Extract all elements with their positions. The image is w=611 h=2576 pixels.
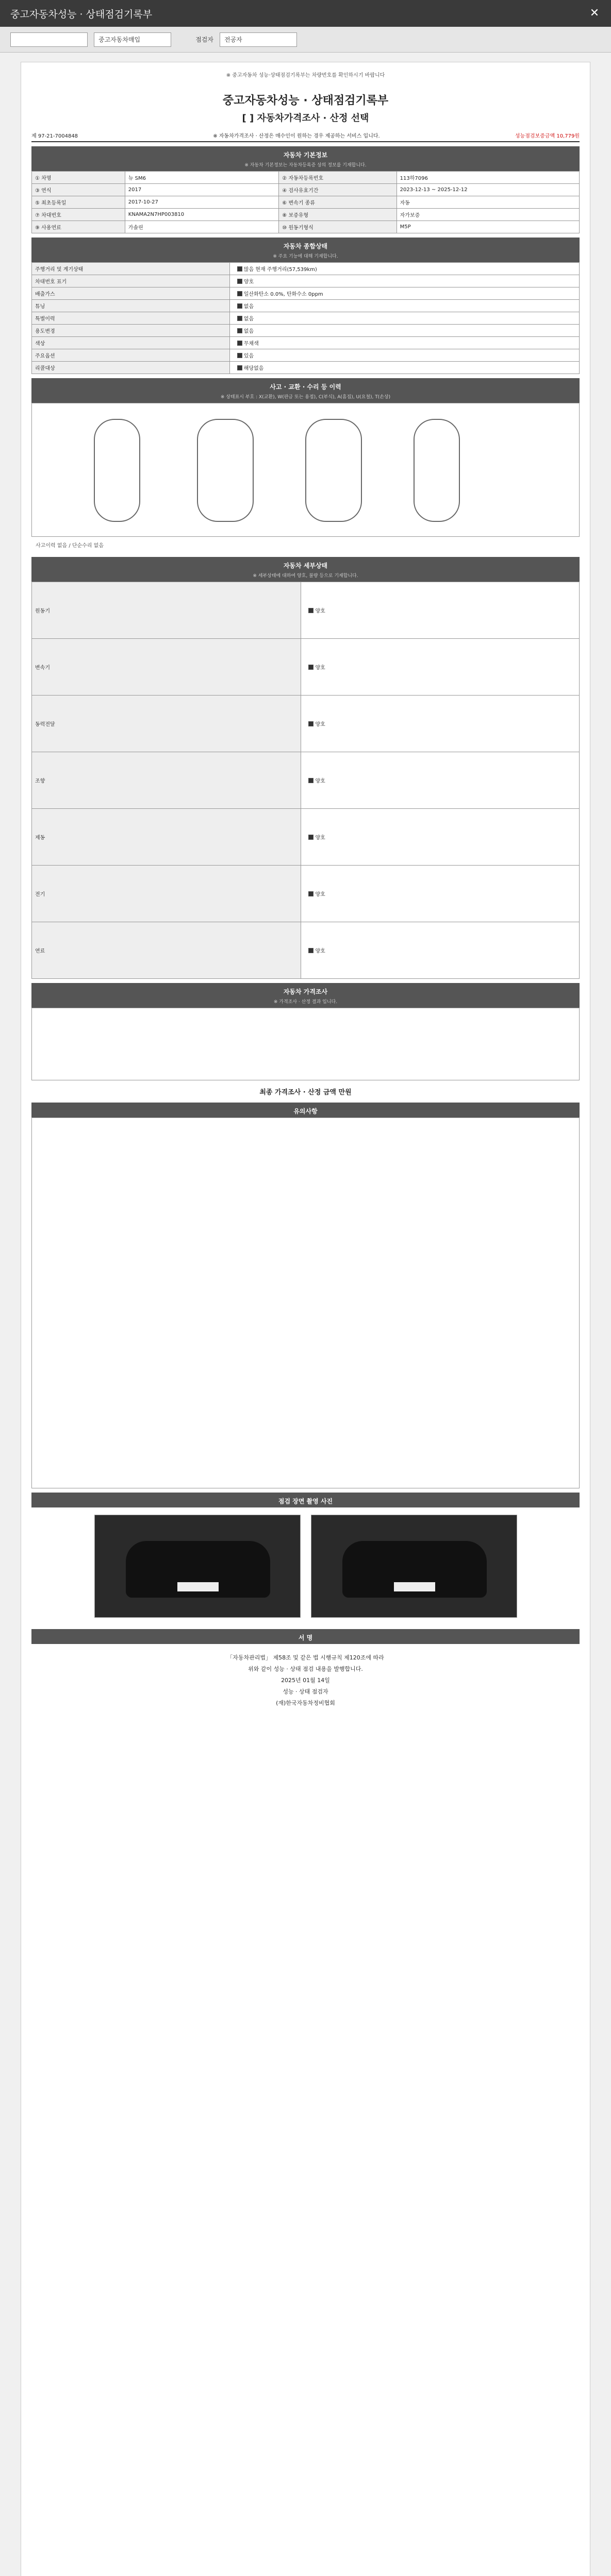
- car-bottom-view: [305, 419, 362, 522]
- basic-row: [32, 172, 580, 184]
- sign-company: (재)한국자동차정비협회: [276, 1700, 335, 1706]
- status-head: 자동차 종합상태: [31, 238, 580, 252]
- basic-key: ⑨ 사용연료: [32, 221, 125, 233]
- basic-value: 2023-12-13 ~ 2025-12-12: [397, 184, 579, 196]
- doc-title: 중고자동차성능 · 상태점검기록부: [222, 94, 389, 107]
- status-value-text: 있음: [243, 353, 254, 359]
- final-price: [31, 1087, 580, 1096]
- damage-sub: ※ 상태표시 부호 : X(교환), W(판금 또는 용접), C(부식), A(흠집), U(요철), T(손상): [31, 393, 580, 403]
- status-row: [32, 275, 580, 287]
- status-row: [32, 337, 580, 349]
- detail-key: 원동기: [32, 582, 301, 639]
- status-row: [32, 362, 580, 374]
- detail-value: [301, 752, 580, 809]
- photo-row: [31, 1507, 580, 1625]
- basic-sub: ※ 자동차 기본정보는 자동차등록증 상의 정보를 기재합니다.: [31, 161, 580, 171]
- checkbox-icon[interactable]: [237, 341, 242, 346]
- checkbox-icon[interactable]: [237, 328, 242, 333]
- detail-row: [32, 696, 580, 752]
- detail-key: 동력전달: [32, 696, 301, 752]
- detail-key: 연료: [32, 922, 301, 979]
- notice: ※ 중고자동차 성능·상태점검기록부는 차량번호를 확인하시기 바랍니다: [226, 73, 385, 78]
- checkbox-icon[interactable]: [237, 353, 242, 358]
- status-row: [32, 300, 580, 312]
- status-table: [31, 262, 580, 374]
- rear-photo: [311, 1515, 517, 1618]
- sign-head: 서 명: [31, 1629, 580, 1644]
- detail-value-text: 양호: [315, 892, 325, 897]
- status-value: [229, 325, 579, 337]
- select-1[interactable]: [10, 32, 88, 47]
- detail-value-text: 양호: [315, 778, 325, 784]
- select-label: 점검자: [195, 36, 213, 43]
- checkbox-icon[interactable]: [237, 279, 242, 284]
- status-row: [32, 287, 580, 300]
- checkbox-icon[interactable]: [237, 365, 242, 370]
- status-key: 특별이력: [32, 312, 230, 325]
- sign-line1: 「자동차관리법」 제58조 및 같은 법 시행규칙 제120조에 따라: [227, 1654, 384, 1661]
- status-row: [32, 312, 580, 325]
- basic-value: 2017-10-27: [125, 196, 279, 209]
- basic-head: 자동차 기본정보: [31, 146, 580, 161]
- guarantee-amount: 성능점검보증금액 10,779원: [515, 133, 580, 139]
- basic-key: ④ 검사유효기간: [279, 184, 397, 196]
- detail-table: [31, 582, 580, 979]
- car-left-view: [94, 419, 140, 522]
- detail-key: 조향: [32, 752, 301, 809]
- status-value: [229, 300, 579, 312]
- detail-row: [32, 582, 580, 639]
- checkbox-icon[interactable]: [237, 303, 242, 309]
- status-key: 튜닝: [32, 300, 230, 312]
- basic-key: ③ 연식: [32, 184, 125, 196]
- detail-key: 변속기: [32, 639, 301, 696]
- basic-row: [32, 221, 580, 233]
- final-price-value: 만원: [338, 1089, 352, 1096]
- basic-key: ⑤ 최초등록일: [32, 196, 125, 209]
- status-value: [229, 312, 579, 325]
- status-key: 주행거리 및 계기상태: [32, 263, 230, 275]
- detail-value: [301, 639, 580, 696]
- status-row: [32, 263, 580, 275]
- basic-key: ⑧ 보증유형: [279, 209, 397, 221]
- price-head: 자동차 가격조사: [31, 983, 580, 998]
- toolbar: [0, 27, 611, 53]
- basic-value: 뉴 SM6: [125, 172, 279, 184]
- checkbox-icon[interactable]: [308, 665, 313, 670]
- window-titlebar: [0, 0, 611, 27]
- detail-row: [32, 752, 580, 809]
- checkbox-icon[interactable]: [237, 291, 242, 296]
- basic-table: [31, 171, 580, 233]
- car-right-view: [414, 419, 460, 522]
- photos-head: 점검 장면 촬영 사진: [31, 1493, 580, 1507]
- detail-value-text: 양호: [315, 835, 325, 841]
- status-value: [229, 349, 579, 362]
- detail-sub: ※ 세부상태에 대하여 양호, 불량 등으로 기재합니다.: [31, 572, 580, 582]
- document-page: [21, 62, 590, 2576]
- basic-value: 가솔린: [125, 221, 279, 233]
- status-value: [229, 287, 579, 300]
- detail-key: 제동: [32, 809, 301, 866]
- window-title: 중고자동차성능 · 상태점검기록부: [10, 8, 153, 20]
- status-value: [229, 275, 579, 287]
- basic-row: [32, 196, 580, 209]
- detail-value-text: 양호: [315, 608, 325, 614]
- basic-key: ② 자동차등록번호: [279, 172, 397, 184]
- basic-key: ⑩ 원동기형식: [279, 221, 397, 233]
- checkbox-icon[interactable]: [308, 835, 313, 840]
- price-sub: ※ 가격조사 · 산정 결과 입니다.: [31, 998, 580, 1008]
- checkbox-icon[interactable]: [308, 891, 313, 896]
- status-value-text: 없음: [243, 304, 254, 310]
- basic-key: ⑦ 차대번호: [32, 209, 125, 221]
- detail-value-text: 양호: [315, 722, 325, 727]
- checkbox-icon[interactable]: [308, 948, 313, 953]
- price-table: [31, 1008, 580, 1080]
- sign-date: 2025년 01월 14일: [281, 1677, 330, 1684]
- status-value-text: 없음: [243, 329, 254, 334]
- detail-row: [32, 922, 580, 979]
- detail-value-text: 양호: [315, 948, 325, 954]
- meta-note: ※ 자동차가격조사 · 산정은 매수인이 원하는 경우 제공하는 서비스 입니다.: [213, 133, 380, 139]
- basic-value: 자가보증: [397, 209, 579, 221]
- car-diagram: [31, 403, 580, 537]
- status-sub: ※ 주요 기능에 대해 기재합니다.: [31, 252, 580, 262]
- basic-value: 자동: [397, 196, 579, 209]
- car-top-view: [197, 419, 254, 522]
- sign-inspector: 성능 · 상태 점검자: [283, 1688, 328, 1695]
- detail-value: [301, 922, 580, 979]
- status-value-text: 무채색: [243, 341, 259, 347]
- checkbox-icon[interactable]: [308, 721, 313, 726]
- detail-value: [301, 809, 580, 866]
- basic-value: 2017: [125, 184, 279, 196]
- status-key: 색상: [32, 337, 230, 349]
- status-value: [229, 337, 579, 349]
- basic-row: [32, 184, 580, 196]
- basic-value: KNAMA2N7HP003810: [125, 209, 279, 221]
- status-key: 리콜대상: [32, 362, 230, 374]
- basic-value: M5P: [397, 221, 579, 233]
- status-value: [229, 362, 579, 374]
- status-value-text: 일산화탄소 0.0%, 탄화수소 0ppm: [243, 292, 323, 297]
- doc-subtitle: [ ] 자동차가격조사 · 산정 선택: [242, 113, 369, 124]
- status-row: [32, 349, 580, 362]
- status-row: [32, 325, 580, 337]
- status-key: 주요옵션: [32, 349, 230, 362]
- meta-line: [31, 131, 580, 142]
- damage-head: 사고 · 교환 · 수리 등 이력: [31, 378, 580, 393]
- status-value-text: 많음: [243, 267, 254, 273]
- status-value-text: 양호: [243, 279, 254, 285]
- status-key: 배출가스: [32, 287, 230, 300]
- detail-value: [301, 866, 580, 922]
- checkbox-icon[interactable]: [237, 266, 242, 272]
- checkbox-icon[interactable]: [308, 608, 313, 613]
- select-3[interactable]: 전공자: [220, 32, 297, 47]
- status-value-text: 없음: [243, 316, 254, 322]
- final-price-label: 최종 가격조사 · 산정 금액: [259, 1089, 336, 1096]
- notes-body: [31, 1117, 580, 1488]
- detail-row: [32, 809, 580, 866]
- status-key: 차대번호 표기: [32, 275, 230, 287]
- status-value-text: 해당없음: [243, 366, 264, 371]
- detail-row: [32, 639, 580, 696]
- basic-row: [32, 209, 580, 221]
- detail-head: 자동차 세부상태: [31, 557, 580, 572]
- basic-key: ① 차명: [32, 172, 125, 184]
- front-photo: [94, 1515, 301, 1618]
- checkbox-icon[interactable]: [237, 316, 242, 321]
- basic-key: ⑥ 변속기 종류: [279, 196, 397, 209]
- detail-value: [301, 696, 580, 752]
- damage-legend: 사고이력 없음 / 단순수리 없음: [36, 543, 104, 549]
- status-value: [229, 263, 579, 275]
- sign-line2: 위와 같이 성능 · 상태 점검 내용을 발행합니다.: [248, 1666, 363, 1672]
- sign-block: [31, 1644, 580, 1717]
- notes-head: 유의사항: [31, 1103, 580, 1117]
- status-key: 용도변경: [32, 325, 230, 337]
- detail-row: [32, 866, 580, 922]
- select-2[interactable]: 중고자동차매입: [94, 32, 171, 47]
- detail-value: [301, 582, 580, 639]
- price-cell: [32, 1008, 580, 1080]
- basic-value: 113하7096: [397, 172, 579, 184]
- close-icon[interactable]: ✕: [589, 7, 600, 20]
- detail-key: 전기: [32, 866, 301, 922]
- checkbox-icon[interactable]: [308, 778, 313, 783]
- doc-number: 제 97-21-7004848: [31, 133, 78, 139]
- detail-value-text: 양호: [315, 665, 325, 671]
- status-note: 현재 주행거리(57,539km): [254, 267, 317, 273]
